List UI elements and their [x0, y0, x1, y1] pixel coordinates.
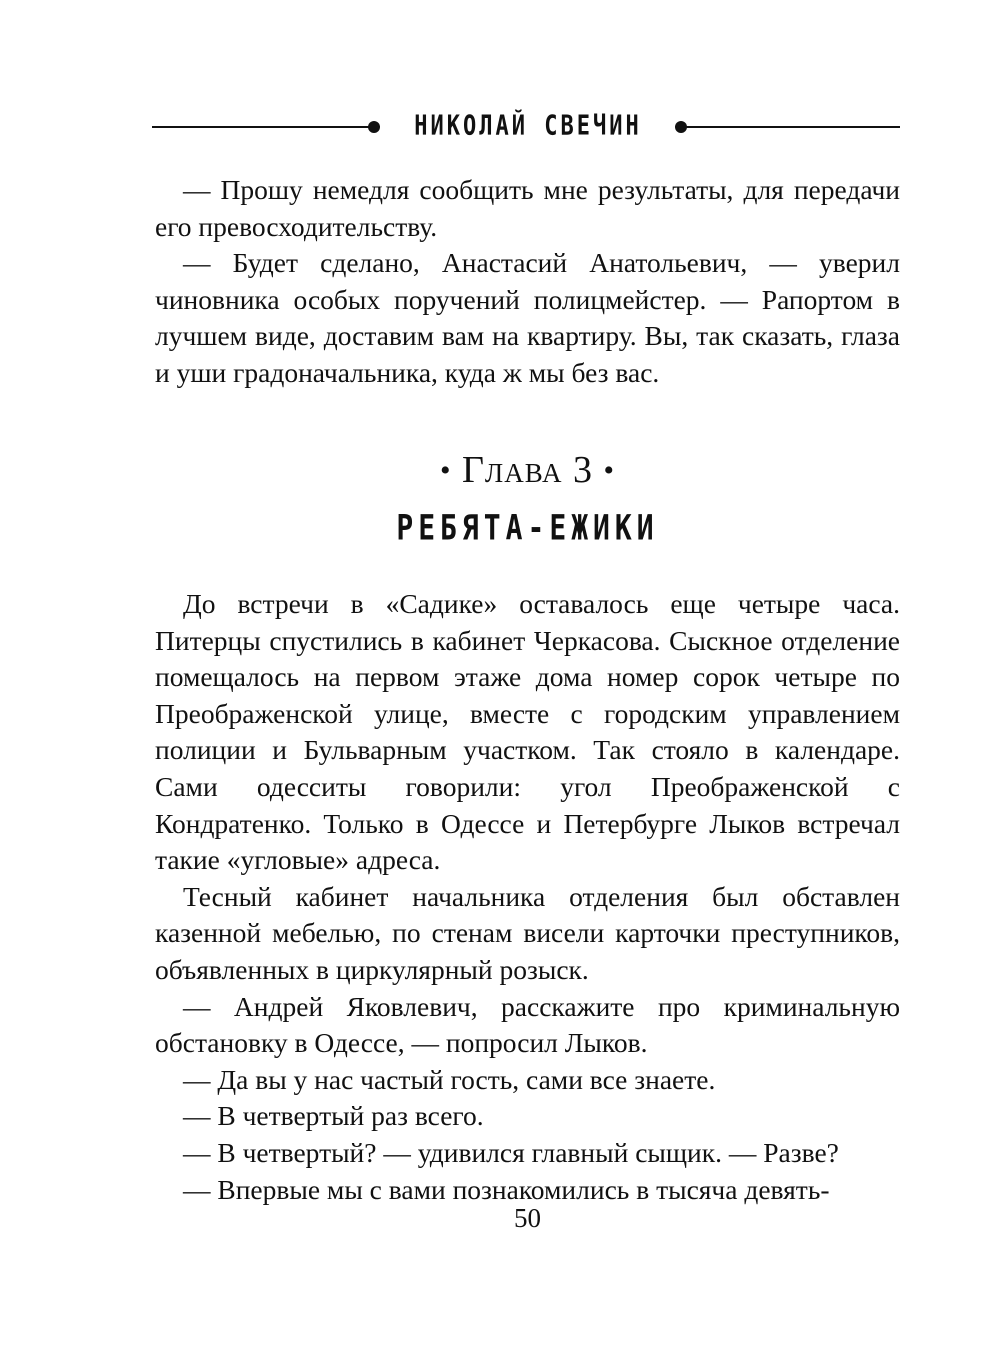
text-block-chapter-body	[155, 586, 900, 1208]
paragraph: — Впервые мы с вами познакомились в тысяча девять-	[183, 1173, 830, 1205]
page-number: 50	[514, 1203, 541, 1233]
running-head-dot-left	[368, 121, 380, 133]
paragraph: — Будет сделано, Анастасий Анатольевич, — уверил чиновника особых поручений полицмейстер. — Рапортом в лучшем виде, доставим вам на квартиру. Вы, так сказать, глаза и уши градоначальника, куда ж мы без вас.	[155, 247, 900, 388]
running-head-author: НИКОЛАЙ СВЕЧИН	[414, 110, 642, 142]
running-head-rule-right	[684, 126, 900, 128]
paragraph: — Прошу немедля сообщить мне результаты, для передачи его превосходительству.	[155, 174, 900, 242]
chapter-bullet-left: •	[439, 454, 452, 487]
chapter-subtitle: РЕБЯТА-ЕЖИКИ	[396, 506, 659, 548]
running-head	[152, 112, 900, 142]
text-block-before-chapter	[155, 172, 900, 392]
paragraph: — В четвертый? — удивился главный сыщик. — Разве?	[183, 1136, 839, 1168]
paragraph: До встречи в «Садике» оставалось еще четыре часа. Питерцы спустились в кабинет Черкасова. Сыскное отделение помещалось на первом этаже дома номер сорок четыре по Преображенской улице, вместе с городским управлением полиции и Бульварным участком. Так стояло в календаре. Сами одесситы говорили: угол Преображенской с Кондратенко. Только в Одессе и Петербурге Лыков встречал такие «угловые» адреса.	[155, 588, 900, 876]
running-head-rule-left	[152, 126, 370, 128]
paragraph: — Да вы у нас частый гость, сами все знаете.	[183, 1063, 716, 1095]
chapter-bullet-right: •	[603, 454, 616, 487]
paragraph: — Андрей Яковлевич, расскажите про криминальную обстановку в Одессе, — попросил Лыков.	[155, 990, 900, 1059]
paragraph: — В четвертый раз всего.	[183, 1100, 484, 1132]
chapter-title: Глава 3	[461, 449, 594, 491]
paragraph: Тесный кабинет начальника отделения был обставлен казенной мебелью, по стенам висели карточки преступников, объявленных в циркулярный розыск.	[155, 880, 900, 985]
chapter-heading	[155, 448, 900, 493]
